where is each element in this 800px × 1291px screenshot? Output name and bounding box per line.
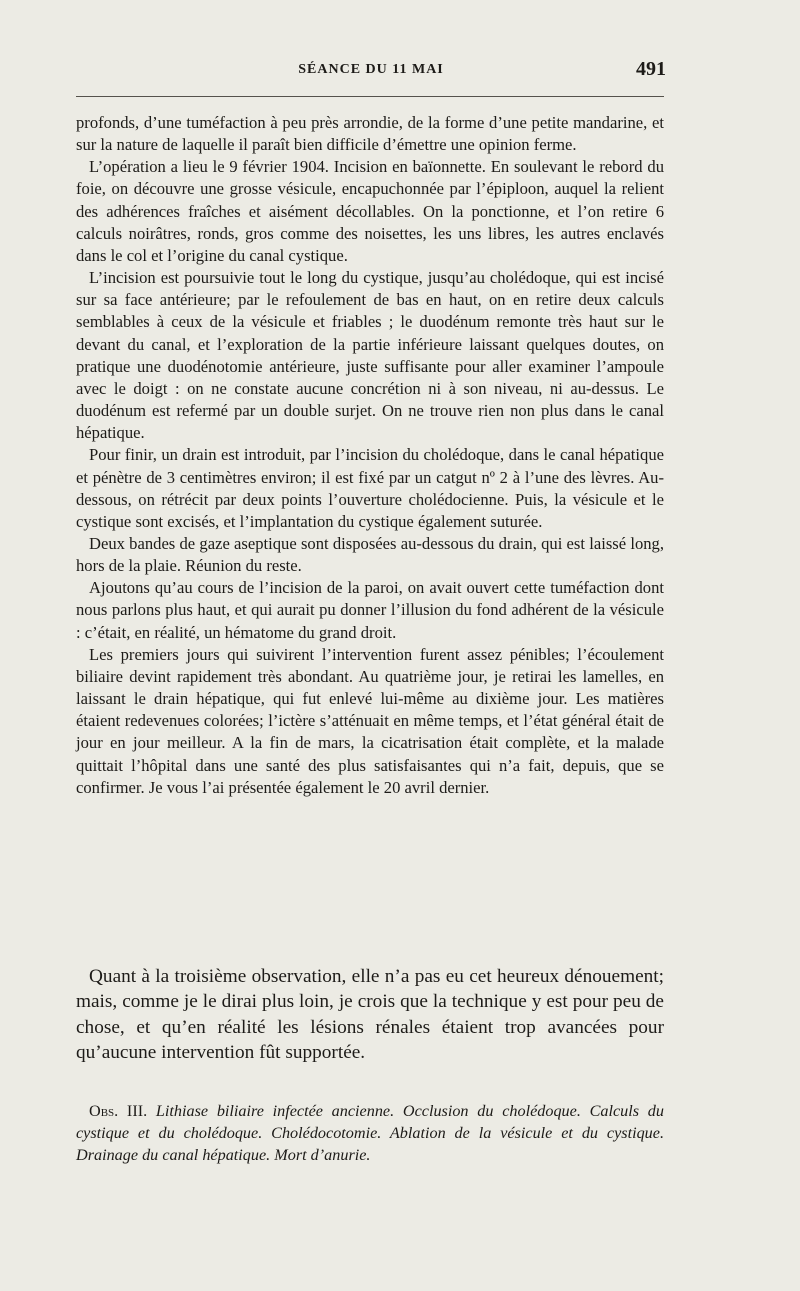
- paragraph: L’opération a lieu le 9 février 1904. Incision en baïonnette. En soulevant le rebord du foie, on découvre une grosse vésicule, encapuchonnée par l’épiploon, auquel la relient des adhérences fraîches et aisément décollables. On la ponctionne, et l’on retire 6 calculs noirâtres, ronds, gros comme des noisettes, les uns libres, les autres enclavés dans le col et l’origine du canal cystique.: [76, 157, 664, 265]
- third-observation-intro: [76, 964, 664, 1065]
- page-number: 491: [636, 58, 666, 80]
- observation-title: Lithiase biliaire infectée ancienne. Occlusion du cholédoque. Calculs du cystique et du cholédoque. Cholédocotomie. Ablation de la vésicule et du cystique. Drainage du canal hépatique. Mort d’anurie.: [76, 1102, 664, 1165]
- paragraph: profonds, d’une tuméfaction à peu près arrondie, de la forme d’une petite mandarine, et sur la nature de laquelle il paraît bien difficile d’émettre une opinion ferme.: [76, 113, 664, 155]
- observation-paragraph: [76, 1100, 664, 1167]
- paragraph: Quant à la troisième observation, elle n’a pas eu cet heureux dénouement; mais, comme je le dirai plus loin, je crois que la technique y est pour peu de chose, et qu’en réalité les lésions rénales étaient trop avancées pour qu’aucune intervention fût supportée.: [76, 966, 664, 1063]
- paragraph: L’incision est poursuivie tout le long du cystique, jusqu’au cholédoque, qui est incisé sur sa face antérieure; par le refoulement de bas en haut, on en retire deux calculs semblables à ceux de la vésicule et friables ; le duodénum remonte très haut sur le devant du canal, et l’exploration de la partie inférieure laissant quelques doutes, on pratique une duodénotomie antérieure, juste suffisante pour aller examiner l’ampoule avec le doigt : on ne constate aucune concrétion ni à son niveau, ni au-dessus. Le duodénum est refermé par un double surjet. On ne trouve rien non plus dans le canal hépatique.: [76, 268, 664, 443]
- paragraph: Ajoutons qu’au cours de l’incision de la paroi, on avait ouvert cette tuméfaction dont nous parlons plus haut, et qui aurait pu donner l’illusion du fond adhérent de la vésicule : c’était, en réalité, un hématome du grand droit.: [76, 578, 664, 642]
- running-head: SÉANCE DU 11 MAI: [298, 62, 444, 77]
- page-header: [76, 58, 666, 86]
- paragraph: Deux bandes de gaze aseptique sont disposées au-dessous du drain, qui est laissé long, hors de la plaie. Réunion du reste.: [76, 533, 664, 576]
- observation-heading: [76, 1100, 664, 1167]
- paragraph: Les premiers jours qui suivirent l’intervention furent assez pénibles; l’écoulement biliaire devint rapidement très abondant. Au quatrième jour, je retirai les lamelles, en laissant le drain hépatique, qui fut enlevé lui-même au dixième jour. Les matières étaient redevenues colorées; l’ictère s’atténuait en même temps, et l’état général était de jour en jour meilleur. A la fin de mars, la cicatrisation était complète, et la malade quittait l’hôpital dans une santé des plus satisfaisantes qui n’a fait, depuis, que se confirmer. Je vous l’ai présentée également le 20 avril dernier.: [76, 644, 664, 797]
- paragraph: Pour finir, un drain est introduit, par l’incision du cholédoque, dans le canal hépatique et pénètre de 3 centimètres environ; il est fixé par un catgut nº 2 à l’une des lèvres. Au-dessous, on rétrécit par deux points l’ouverture cholédocienne. Puis, la vésicule et le cystique sont excisés, et l’implantation du cystique également suturée.: [76, 445, 664, 531]
- observation-label: Obs. III.: [89, 1102, 148, 1120]
- header-rule: [76, 96, 664, 97]
- main-text: [76, 112, 664, 799]
